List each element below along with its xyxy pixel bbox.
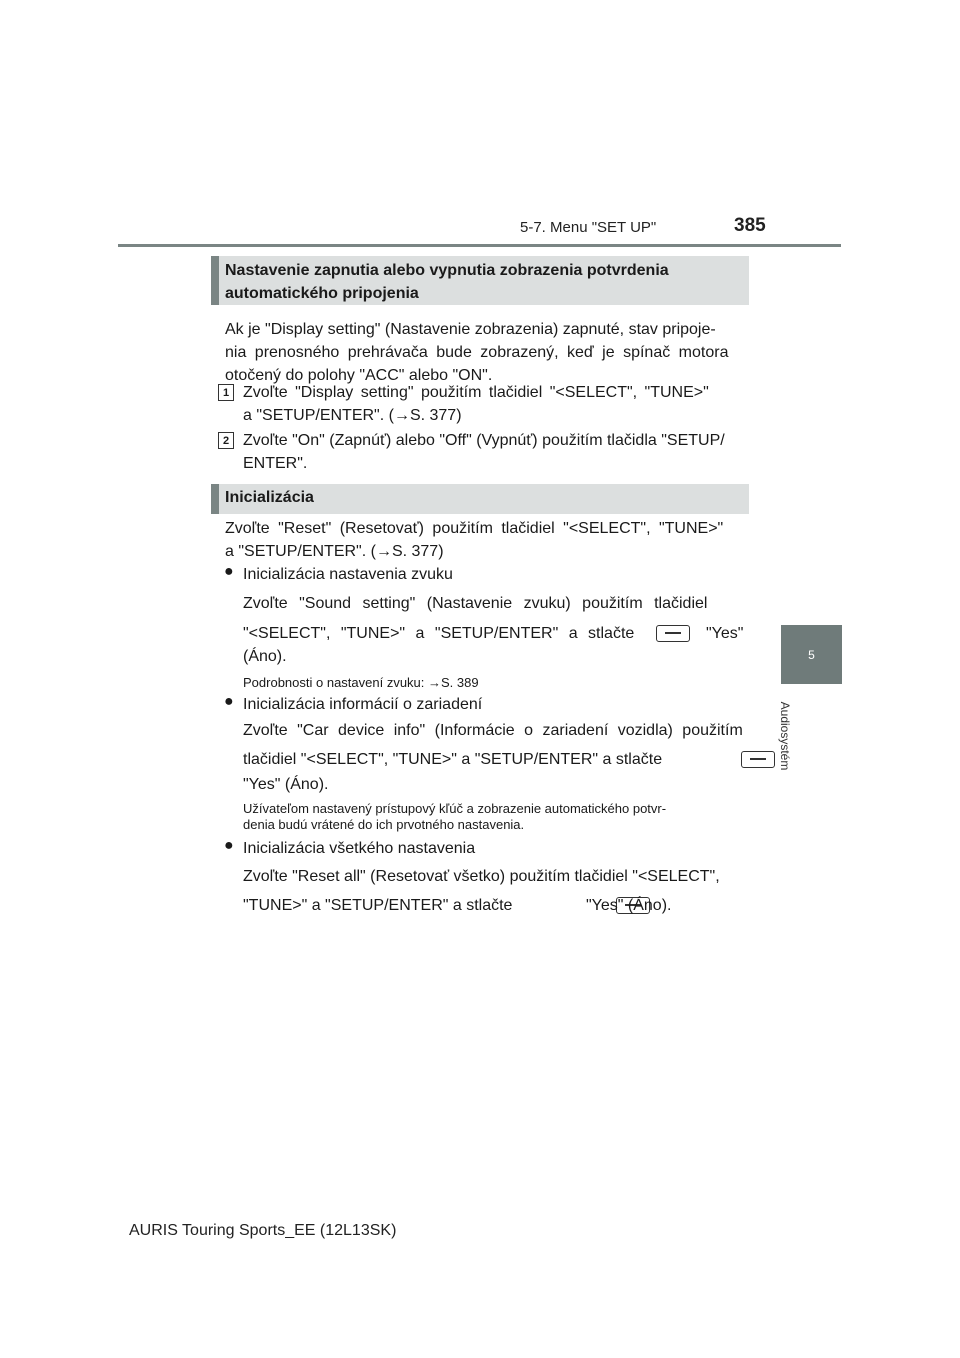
- page-number: 385: [734, 215, 766, 236]
- bullet-icon: ●: [224, 563, 234, 580]
- item-title: Inicializácia informácií o zariadení: [243, 696, 483, 713]
- section-heading-line2: automatického pripojenia: [225, 285, 419, 302]
- item-line: (Áno).: [243, 648, 287, 665]
- bullet-icon: ●: [224, 837, 234, 854]
- section-heading-text: Inicializácia: [225, 489, 314, 506]
- chapter-label-box: [774, 690, 796, 782]
- chapter-number: 5: [808, 647, 815, 662]
- item-line: "Yes": [706, 625, 744, 642]
- step-line: Zvoľte "On" (Zapnúť) alebo "Off" (Vypnúť) použitím tlačidla "SETUP/: [243, 432, 725, 449]
- bullet-icon: ●: [224, 693, 234, 710]
- chapter-label: Audiosystém: [778, 701, 792, 771]
- item-line: "Yes" (Áno).: [586, 897, 672, 914]
- item-line: "Yes" (Áno).: [243, 776, 329, 793]
- item-note: Podrobnosti o nastavení zvuku: →S. 389: [243, 675, 479, 690]
- running-header-section: 5-7. Menu "SET UP": [520, 219, 657, 236]
- step-line: a "SETUP/ENTER". (→S. 377): [243, 407, 462, 424]
- item-title: Inicializácia všetkého nastavenia: [243, 840, 476, 857]
- item-line: "<SELECT", "TUNE>" a "SETUP/ENTER" a stlačte: [243, 625, 635, 642]
- step-number-2: 2: [218, 432, 234, 449]
- intro-line: otočený do polohy "ACC" alebo "ON".: [225, 367, 493, 384]
- section1-intro: [225, 318, 745, 387]
- intro-line: nia prenosného prehrávača bude zobrazený, keď je spínač motora: [225, 344, 729, 361]
- yes-button-icon: [656, 625, 690, 642]
- item-note: [243, 801, 749, 833]
- item-line: Zvoľte "Car device info" (Informácie o zariadení vozidla) použitím: [243, 722, 743, 739]
- intro-line: Ak je "Display setting" (Nastavenie zobrazenia) zapnuté, stav pripoje-: [225, 321, 716, 338]
- footer-model: AURIS Touring Sports_EE (12L13SK): [129, 1222, 397, 1239]
- section2-intro: [225, 517, 745, 563]
- item-line: "TUNE>" a "SETUP/ENTER" a stlačte: [243, 897, 513, 914]
- item-line: Zvoľte "Reset all" (Resetovať všetko) použitím tlačidiel "<SELECT",: [243, 868, 720, 885]
- header-rule: [118, 244, 841, 247]
- step-number-1: 1: [218, 384, 234, 401]
- item-line: Zvoľte "Sound setting" (Nastavenie zvuku) použitím tlačidiel: [243, 595, 708, 612]
- note-line: Užívateľom nastavený prístupový kľúč a zobrazenie automatického potvr-: [243, 801, 667, 816]
- section-heading-initialization: [211, 484, 749, 514]
- section-heading-auto-connect: [211, 256, 749, 305]
- yes-button-icon: [741, 751, 775, 768]
- section-heading-line1: Nastavenie zapnutia alebo vypnutia zobrazenia potvrdenia: [225, 262, 669, 279]
- step-line: ENTER".: [243, 455, 308, 472]
- chapter-tab: [781, 625, 842, 684]
- step-1-text: [243, 381, 753, 427]
- intro-line: a "SETUP/ENTER". (→S. 377): [225, 543, 444, 560]
- intro-line: Zvoľte "Reset" (Resetovať) použitím tlačidiel "<SELECT", "TUNE>": [225, 520, 724, 537]
- item-title: Inicializácia nastavenia zvuku: [243, 566, 453, 583]
- step-line: Zvoľte "Display setting" použitím tlačidiel "<SELECT", "TUNE>": [243, 384, 709, 401]
- item-line: tlačidiel "<SELECT", "TUNE>" a "SETUP/ENTER" a stlačte: [243, 751, 663, 768]
- step-2-text: [243, 429, 753, 475]
- note-line: denia budú vrátené do ich prvotného nastavenia.: [243, 817, 525, 832]
